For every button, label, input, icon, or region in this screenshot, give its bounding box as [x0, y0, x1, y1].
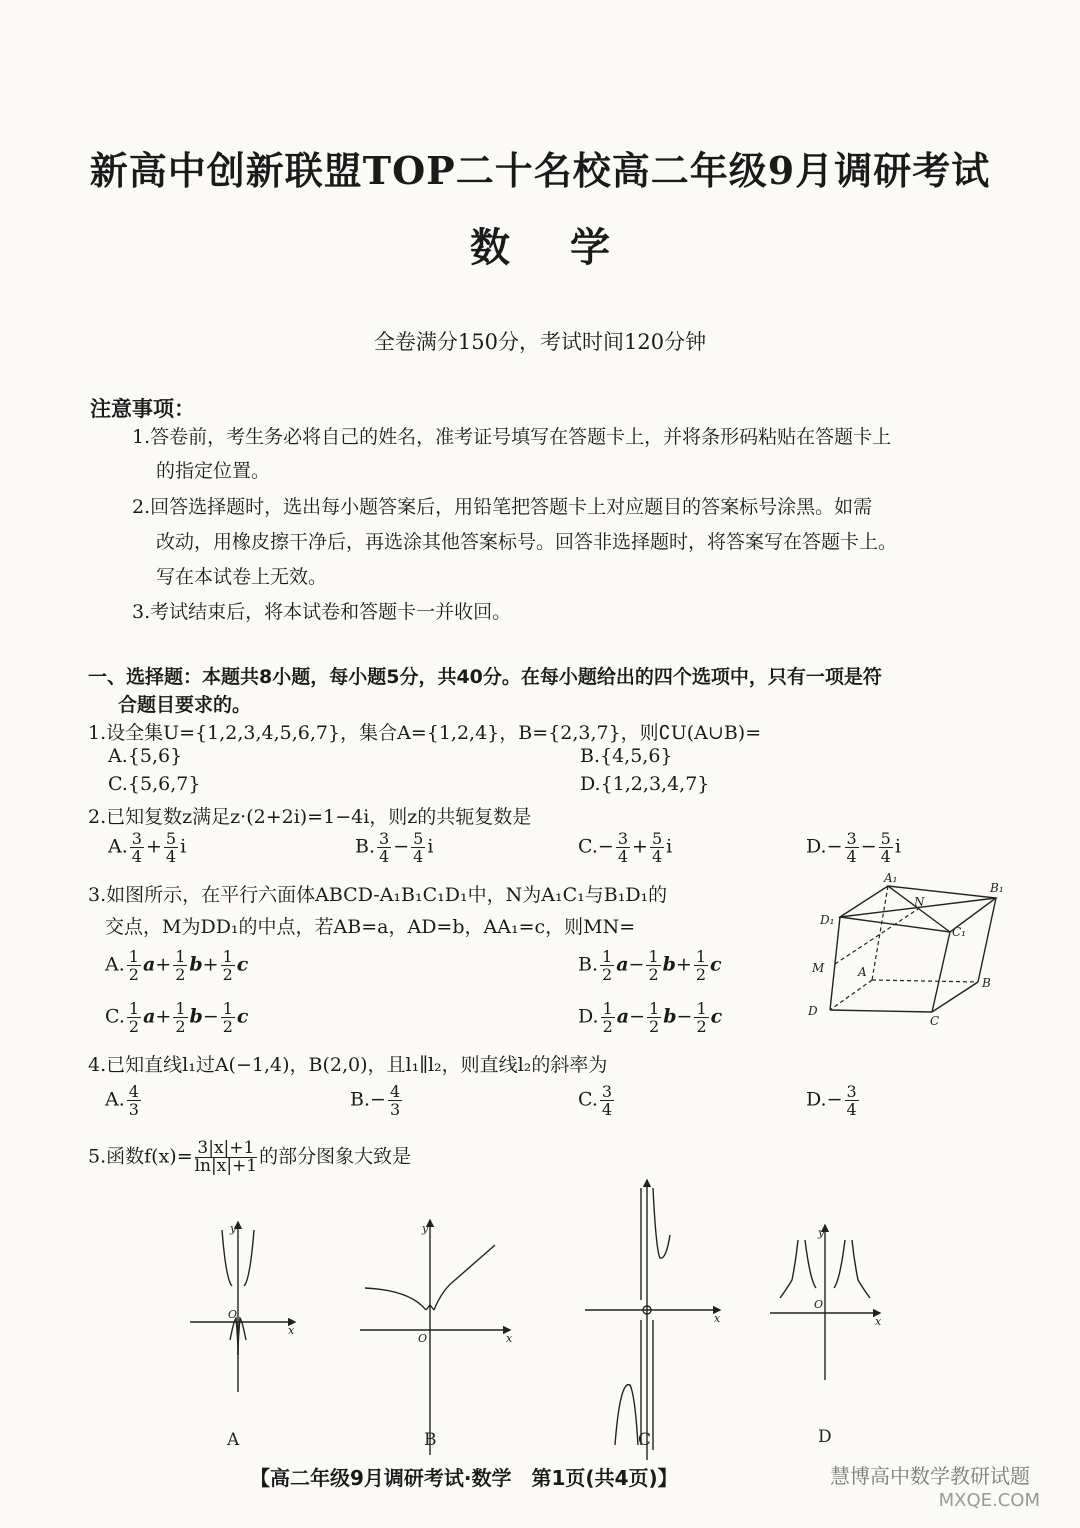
section1-line2: 合题目要求的。: [118, 694, 252, 716]
q2-option-d: D.− $\frac{3}{4}$ − $\frac{5}{4}$ i: [806, 829, 901, 866]
graph-c: [585, 1180, 720, 1460]
fig-label-d: D: [808, 1004, 818, 1018]
fig-label-a1: A₁: [884, 872, 898, 885]
graph-d: [770, 1225, 880, 1380]
fig-label-b: B: [982, 976, 991, 990]
graph-b-x: x: [506, 1332, 513, 1345]
q4-option-b: B.− $\frac{4}{3}$: [350, 1082, 401, 1119]
q1-option-d: D.{1,2,3,4,7}: [580, 773, 710, 795]
q2-stem: 2.已知复数z满足z·(2+2i)=1−4i，则z的共轭复数是: [88, 806, 532, 828]
graph-d-origin: O: [814, 1298, 824, 1311]
q5-graphs: [180, 1170, 1060, 1460]
graph-c-x: x: [714, 1312, 721, 1325]
fig-label-n: N: [914, 895, 925, 909]
exam-info: 全卷满分150分，考试时间120分钟: [373, 330, 707, 354]
fig-label-m: M: [812, 961, 825, 975]
graph-b-label: B: [424, 1430, 437, 1450]
fig-label-a: A: [858, 965, 867, 979]
watermark-site: MXQE.COM: [938, 1490, 1040, 1511]
graph-a-label: A: [227, 1430, 240, 1450]
graph-b-y: y: [422, 1222, 429, 1235]
note-line-6: 3.考试结束后，将本试卷和答题卡一并收回。: [132, 601, 512, 623]
q4-option-d: D.− $\frac{3}{4}$: [806, 1082, 857, 1119]
q3-stem-line1: 3.如图所示，在平行六面体ABCD-A₁B₁C₁D₁中，N为A₁C₁与B₁D₁的: [88, 884, 668, 906]
page-footer: 【高二年级9月调研考试·数学 第1页(共4页)】: [250, 1466, 678, 1490]
q3-option-a: A. $\frac{1}{2}$ a+ $\frac{1}{2}$ b+ $\frac{1}{2}$ c: [105, 947, 249, 984]
q1-option-a: A.{5,6}: [108, 745, 183, 767]
graph-a: [190, 1222, 295, 1392]
q3-option-c: C. $\frac{1}{2}$ a+ $\frac{1}{2}$ b− $\frac{1}{2}$ c: [105, 999, 249, 1036]
note-line-3: 2.回答选择题时，选出每小题答案后，用铅笔把答题卡上对应题目的答案标号涂黑。如需: [132, 496, 873, 518]
subject-title: 数学: [470, 224, 670, 271]
graph-a-y: y: [230, 1222, 237, 1235]
q1-option-c: C.{5,6,7}: [108, 773, 201, 795]
exam-title: 新高中创新联盟TOP二十名校高二年级9月调研考试: [89, 148, 991, 193]
graph-b: [360, 1220, 510, 1455]
q2-option-a: A. $\frac{3}{4}$ + $\frac{5}{4}$ i: [108, 829, 187, 866]
q3-stem-line2: 交点，M为DD₁的中点，若AB=a，AD=b，AA₁=c，则MN=: [105, 916, 636, 938]
q5-stem: 5.函数f(x)= $\frac{3|x|+1}{\ln|x|+1}$ 的部分图象大致是: [88, 1138, 412, 1176]
graph-d-x: x: [875, 1315, 882, 1328]
graph-b-origin: O: [418, 1332, 428, 1345]
q1-stem: 1.设全集U={1,2,3,4,5,6,7}，集合A={1,2,4}，B={2,3,7}，则∁U(A∪B)=: [88, 722, 762, 744]
note-line-5: 写在本试卷上无效。: [156, 566, 328, 588]
q3-option-d: D. $\frac{1}{2}$ a− $\frac{1}{2}$ b− $\frac{1}{2}$ c: [578, 999, 723, 1036]
note-line-4: 改动，用橡皮擦干净后，再选涂其他答案标号。回答非选择题时，将答案写在答题卡上。: [156, 531, 898, 553]
fig-label-b1: B₁: [990, 881, 1004, 895]
graph-d-label: D: [818, 1427, 832, 1447]
note-line-2: 的指定位置。: [156, 460, 271, 482]
q1-option-b: B.{4,5,6}: [580, 745, 673, 767]
graph-a-x: x: [288, 1324, 295, 1337]
q4-stem: 4.已知直线l₁过A(−1,4)，B(2,0)，且l₁∥l₂，则直线l₂的斜率为: [88, 1054, 608, 1076]
q3-option-b: B. $\frac{1}{2}$ a− $\frac{1}{2}$ b+ $\frac{1}{2}$ c: [578, 947, 722, 984]
watermark: 慧博高中数学教研试题: [830, 1464, 1030, 1488]
parallelepiped-figure: [800, 872, 1010, 1032]
q2-option-b: B. $\frac{3}{4}$ − $\frac{5}{4}$ i: [355, 829, 434, 866]
fig-label-c1: C₁: [952, 925, 966, 939]
graph-c-label: C: [638, 1430, 652, 1450]
q4-option-c: C. $\frac{3}{4}$: [578, 1082, 613, 1119]
section1-line1: 一、选择题：本题共8小题，每小题5分，共40分。在每小题给出的四个选项中，只有一项是符: [88, 666, 882, 688]
fig-label-c: C: [930, 1014, 940, 1028]
fig-label-d1: D₁: [820, 913, 835, 927]
graph-a-origin: O: [228, 1308, 238, 1321]
notes-heading: 注意事项：: [90, 397, 195, 421]
graph-d-y: y: [818, 1226, 825, 1239]
q4-option-a: A. $\frac{4}{3}$: [105, 1082, 139, 1119]
note-line-1: 1.答卷前，考生务必将自己的姓名，准考证号填写在答题卡上，并将条形码粘贴在答题卡上: [132, 426, 892, 448]
q2-option-c: C.− $\frac{3}{4}$ + $\frac{5}{4}$ i: [578, 829, 673, 866]
